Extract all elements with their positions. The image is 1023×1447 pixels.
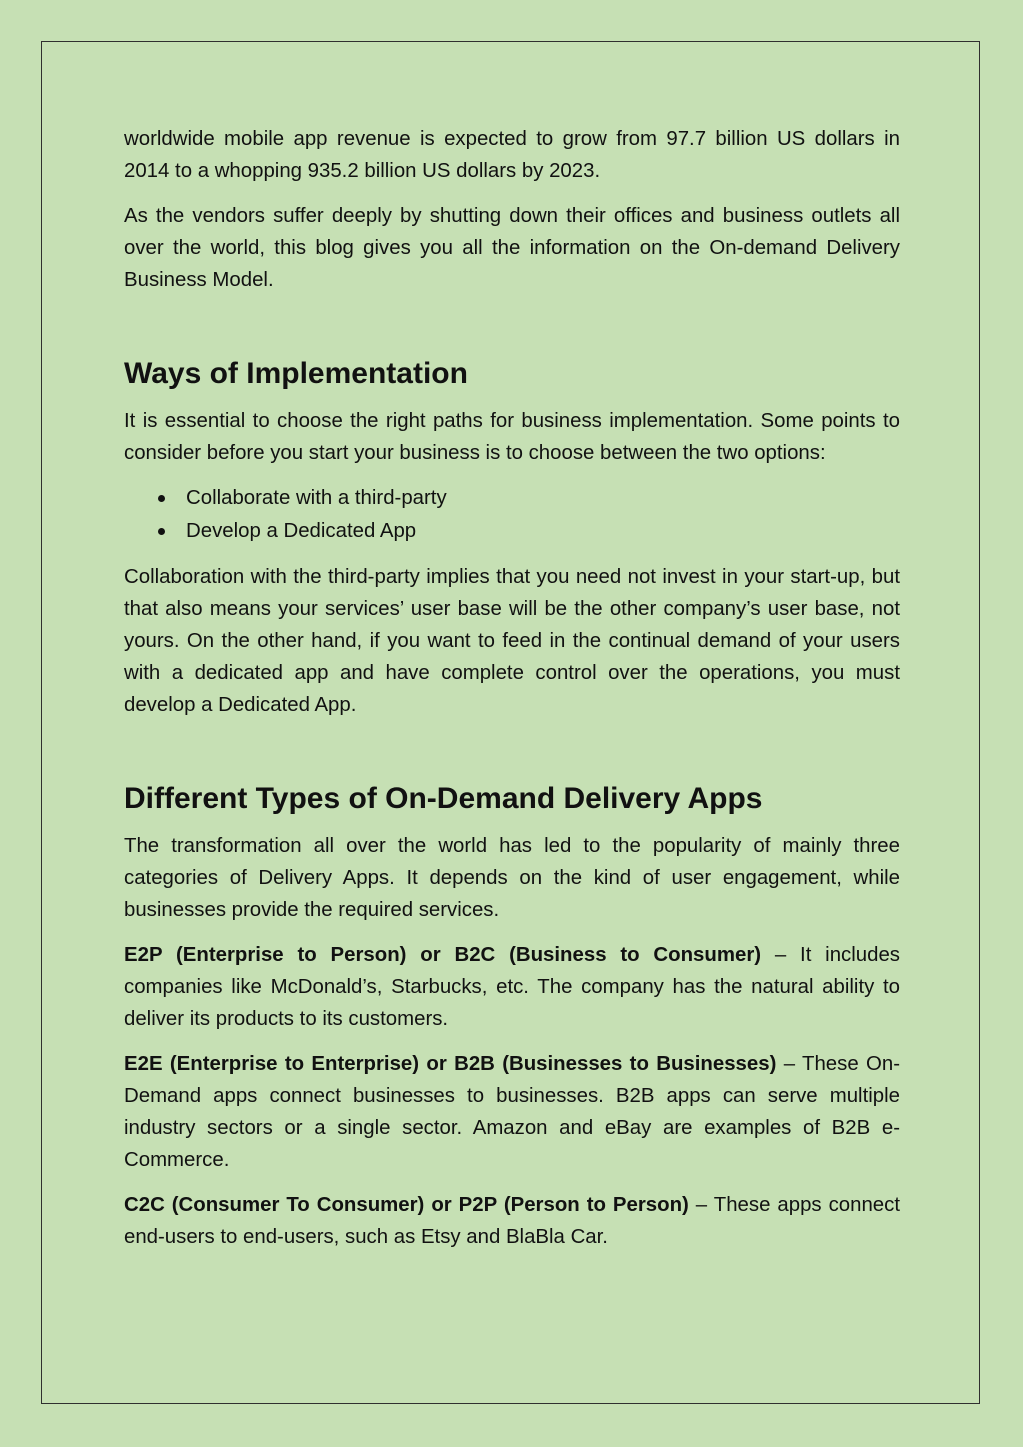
heading-types-of-delivery-apps: Different Types of On-Demand Delivery Apps xyxy=(124,782,763,815)
type-item-c2c xyxy=(124,1189,900,1253)
list-item-label: Collaborate with a third-party xyxy=(186,487,447,509)
list-item xyxy=(186,515,900,548)
type-item-b2c xyxy=(124,939,900,1035)
types-intro: The transformation all over the world has led to the popularity of mainly three categories of Delivery Apps. It depends on the kind of user engagement, while businesses provide the required services. xyxy=(124,835,900,921)
implementation-options-list xyxy=(124,482,900,548)
type-term: E2P (Enterprise to Person) or B2C (Business to Consumer) xyxy=(124,944,762,966)
intro-paragraph-1: worldwide mobile app revenue is expected to grow from 97.7 billion US dollars in 2014 to a whopping 935.2 billion US dollars by 2023. xyxy=(124,128,900,182)
intro-paragraph-2: As the vendors suffer deeply by shutting down their offices and business outlets all over the world, this blog gives you all the information on the On-demand Delivery Business Model. xyxy=(124,205,900,291)
document-body xyxy=(124,123,900,1266)
heading-ways-of-implementation: Ways of Implementation xyxy=(124,357,468,390)
list-item xyxy=(186,482,900,515)
bullet-icon xyxy=(158,495,165,502)
type-term: C2C (Consumer To Consumer) or P2P (Person to Person) xyxy=(124,1194,689,1216)
type-item-b2b xyxy=(124,1048,900,1176)
bullet-icon xyxy=(158,528,165,535)
section-spacer xyxy=(124,309,900,354)
implementation-body: Collaboration with the third-party implies that you need not invest in your start-up, but that also means your services’ user base will be the other company’s user base, not yours. On the other hand, if you want to feed in the continual demand of your users with a dedicated app and have complete control over the operations, you must develop a Dedicated App. xyxy=(124,566,900,716)
type-description: – It includes companies like McDonald’s, Starbucks, etc. The company has the natural ability to deliver its products to its customers. xyxy=(124,944,900,1030)
type-description: – These apps connect end-users to end-users, such as Etsy and BlaBla Car. xyxy=(124,1194,900,1248)
implementation-intro: It is essential to choose the right paths for business implementation. Some points to consider before you start your business is to choose between the two options: xyxy=(124,410,900,464)
list-item-label: Develop a Dedicated App xyxy=(186,520,417,542)
type-description: – These On-Demand apps connect businesses to businesses. B2B apps can serve multiple industry sectors or a single sector. Amazon and eBay are examples of B2B e-Commerce. xyxy=(124,1053,900,1171)
section-spacer xyxy=(124,734,900,779)
type-term: E2E (Enterprise to Enterprise) or B2B (Businesses to Businesses) xyxy=(124,1053,777,1075)
